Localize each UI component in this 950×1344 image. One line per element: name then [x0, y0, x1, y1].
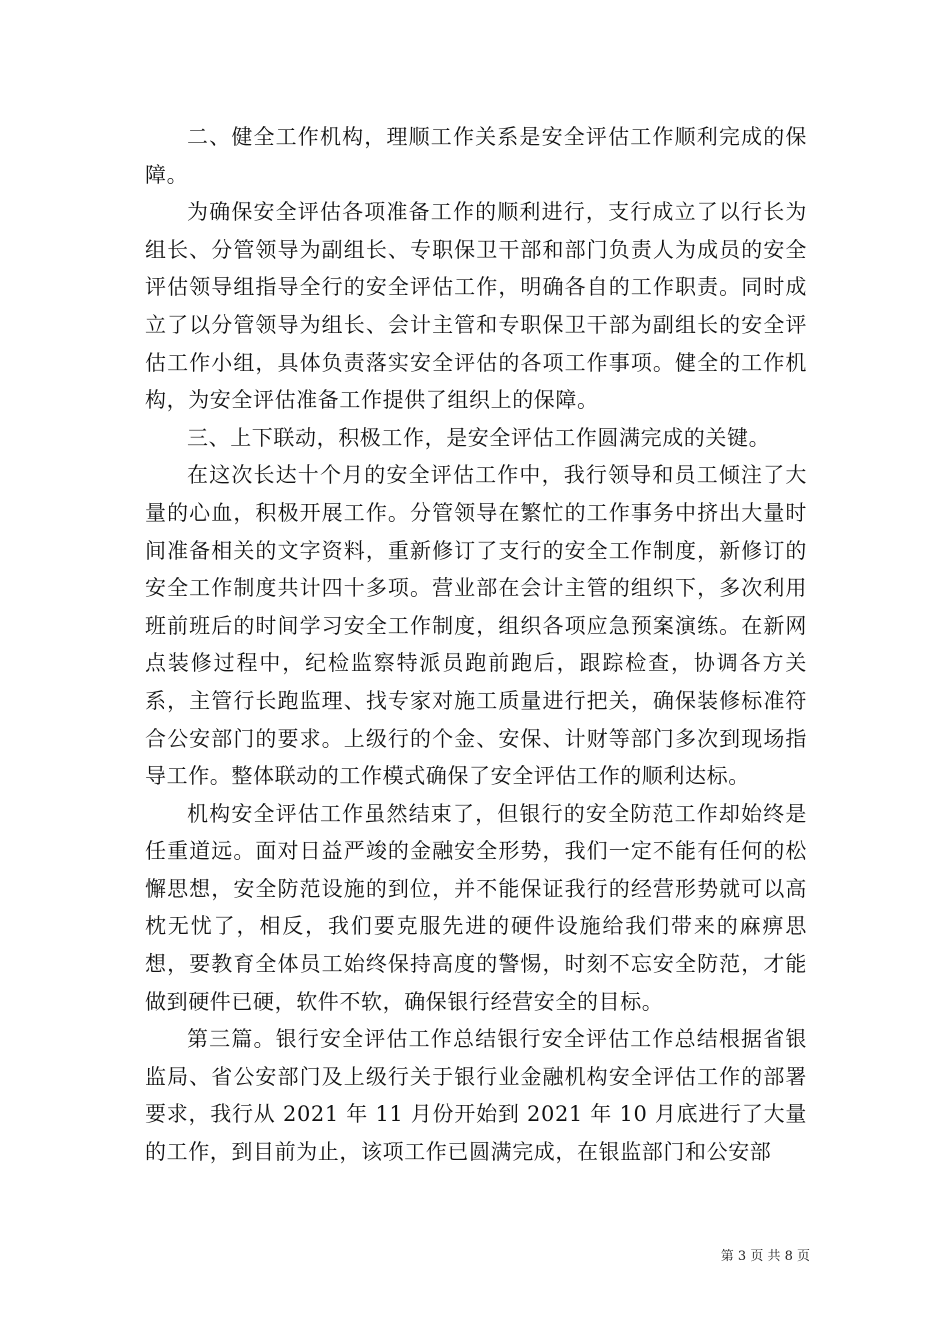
paragraph-section-two-heading: 二、健全工作机构，理顺工作关系是安全评估工作顺利完成的保障。: [145, 125, 807, 187]
paragraph-conclusion: 机构安全评估工作虽然结束了，但银行的安全防范工作却始终是任重道远。面对日益严竣的金融安全形势，我们一定不能有任何的松懈思想，安全防范设施的到位，并不能保证我行的经营形势就可以高枕无忧了，相反，我们要克服先进的硬件设施给我们带来的麻痹思想，要教育全体员工始终保持高度的警惕，时刻不忘安全防范，才能做到硬件已硬，软件不软，确保银行经营安全的目标。: [145, 801, 807, 1014]
page-number: 第 3 页 共 8 页: [720, 1249, 810, 1264]
paragraph-part-three: 第三篇。银行安全评估工作总结银行安全评估工作总结根据省银监局、省公安部门及上级行关于银行业金融机构安全评估工作的部署要求，我行从 2021 年 11 月份开始到 2021 年 10 月底进行了大量的工作，到目前为止，该项工作已圆满完成，在银监部门和公安部: [145, 1027, 807, 1165]
paragraph-organization: 为确保安全评估各项准备工作的顺利进行，支行成立了以行长为组长、分管领导为副组长、专职保卫干部和部门负责人为成员的安全评估领导组指导全行的安全评估工作，明确各自的工作职责。同时成立了以分管领导为组长、会计主管和专职保卫干部为副组长的安全评估工作小组，具体负责落实安全评估的各项工作事项。健全的工作机构，为安全评估准备工作提供了组织上的保障。: [145, 200, 807, 413]
paragraph-section-three-heading: 三、上下联动，积极工作，是安全评估工作圆满完成的关键。: [187, 425, 771, 450]
paragraph-joint-effort: 在这次长达十个月的安全评估工作中，我行领导和员工倾注了大量的心血，积极开展工作。分管领导在繁忙的工作事务中挤出大量时间准备相关的文字资料，重新修订了支行的安全工作制度，新修订的安全工作制度共计四十多项。营业部在会计主管的组织下，多次利用班前班后的时间学习安全工作制度，组织各项应急预案演练。在新网点装修过程中，纪检监察特派员跑前跑后，跟踪检查，协调各方关系，主管行长跑监理、找专家对施工质量进行把关，确保装修标准符合公安部门的要求。上级行的个金、安保、计财等部门多次到现场指导工作。整体联动的工作模式确保了安全评估工作的顺利达标。: [145, 463, 807, 789]
document-body: [145, 119, 807, 1172]
